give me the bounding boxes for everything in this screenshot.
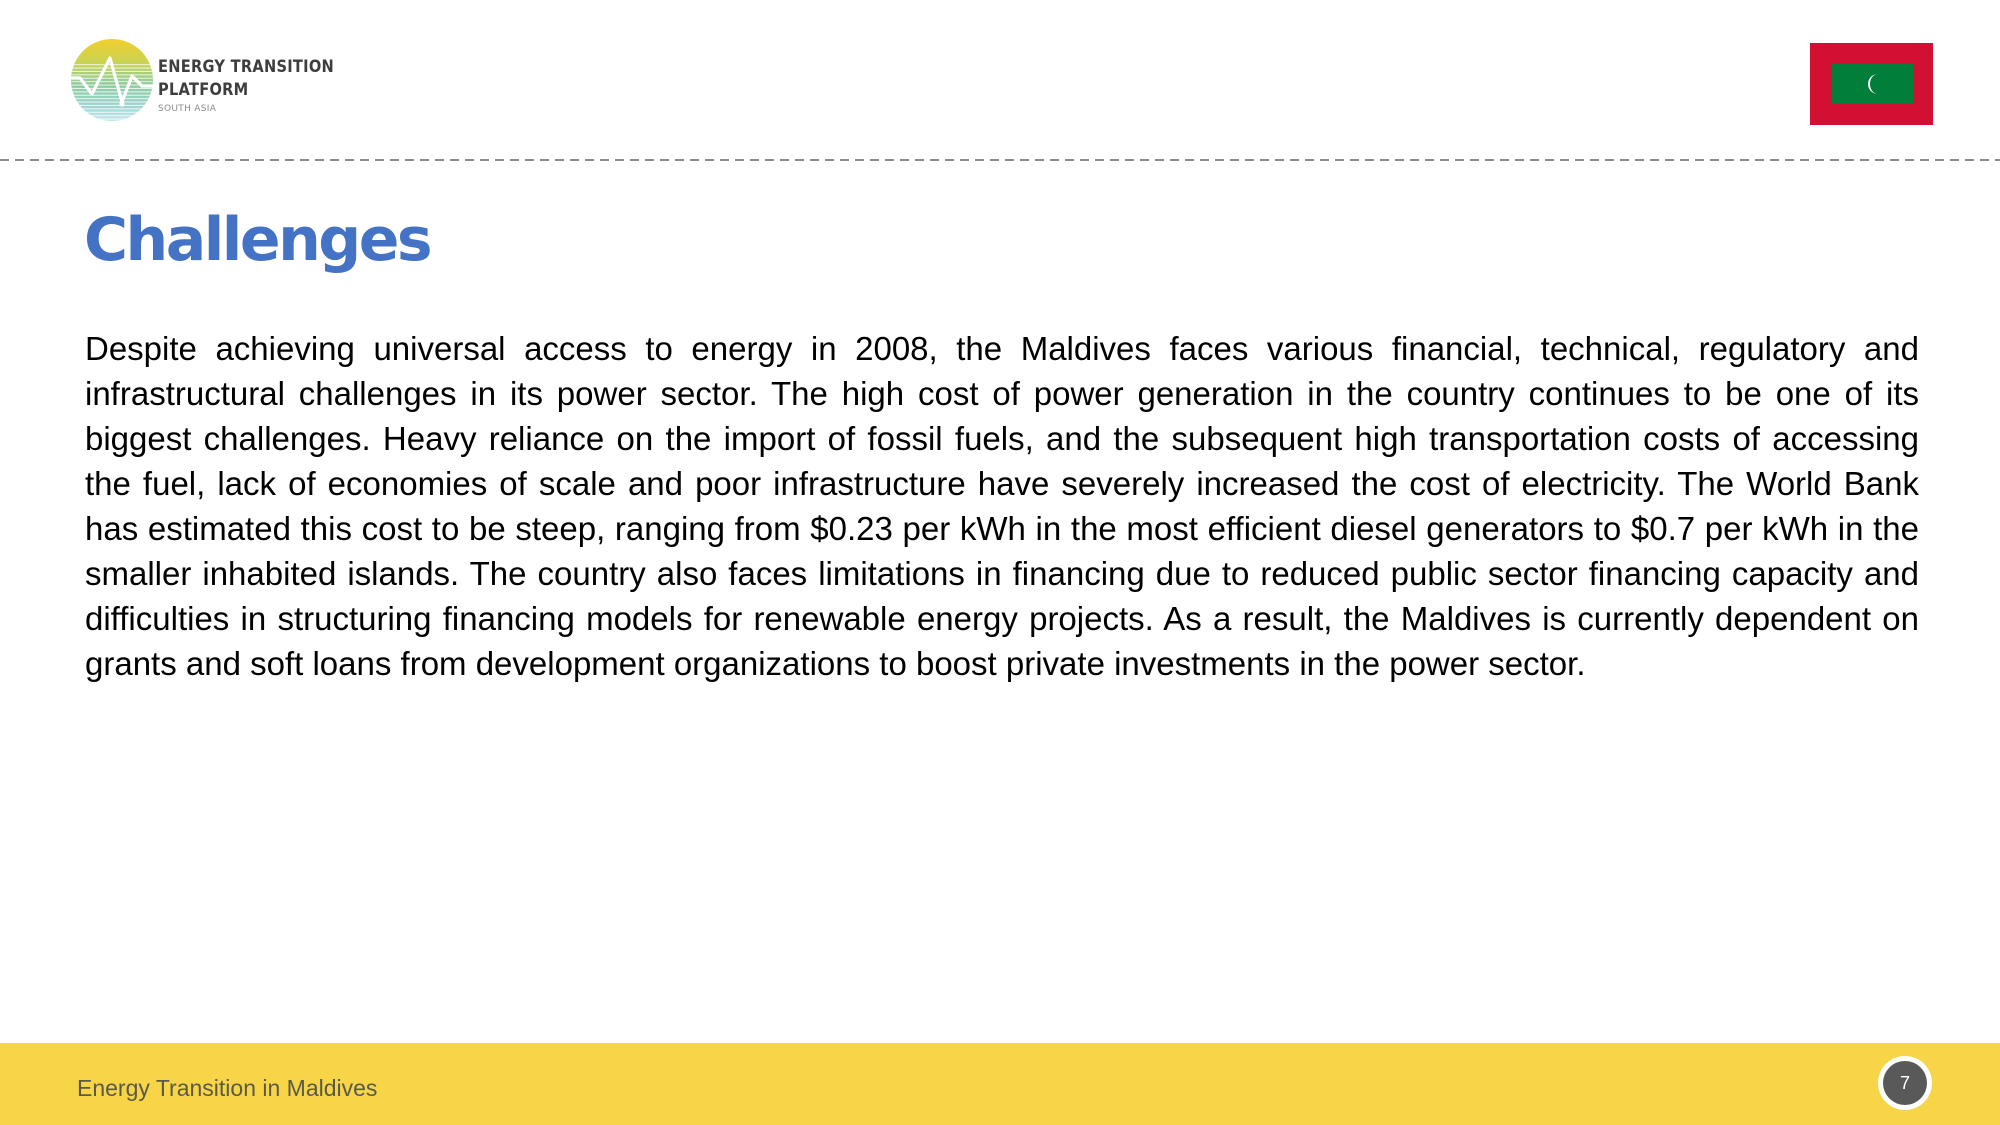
page-number-badge [1878, 1056, 1932, 1110]
page-title: Challenges [84, 205, 431, 275]
logo-line-2: PLATFORM [158, 80, 249, 100]
page-number: 7 [1883, 1061, 1927, 1105]
logo-wordmark [158, 56, 363, 116]
body-paragraph: Despite achieving universal access to energy in 2008, the Maldives faces various financial, technical, regulatory and infrastructural challenges in its power sector. The high cost of power generation in the country continues to be one of its biggest challenges. Heavy reliance on the import of fossil fuels, and the subsequent high transportation costs of accessing the fuel, lack of economies of scale and poor infrastructure have severely increased the cost of electricity. The World Bank has estimated this cost to be steep, ranging from $0.23 per kWh in the most efficient diesel generators to $0.7 per kWh in the smaller inhabited islands. The country also faces limitations in financing due to reduced public sector financing capacity and difficulties in structuring financing models for renewable energy projects. As a result, the Maldives is currently dependent on grants and soft loans from development organizations to boost private investments in the power sector. [85, 330, 1919, 682]
energy-transition-platform-logo [68, 38, 348, 128]
crescent-icon [1864, 72, 1888, 96]
logo-subtitle: SOUTH ASIA [158, 104, 217, 114]
footer-label: Energy Transition in Maldives [77, 1075, 378, 1101]
footer-bar [0, 1043, 2000, 1125]
logo-line-1: ENERGY TRANSITION [158, 57, 335, 77]
flag-green-field [1832, 64, 1913, 104]
maldives-flag-icon [1810, 43, 1933, 125]
header-divider [0, 159, 2000, 161]
sun-wave-logo-icon [70, 38, 154, 122]
